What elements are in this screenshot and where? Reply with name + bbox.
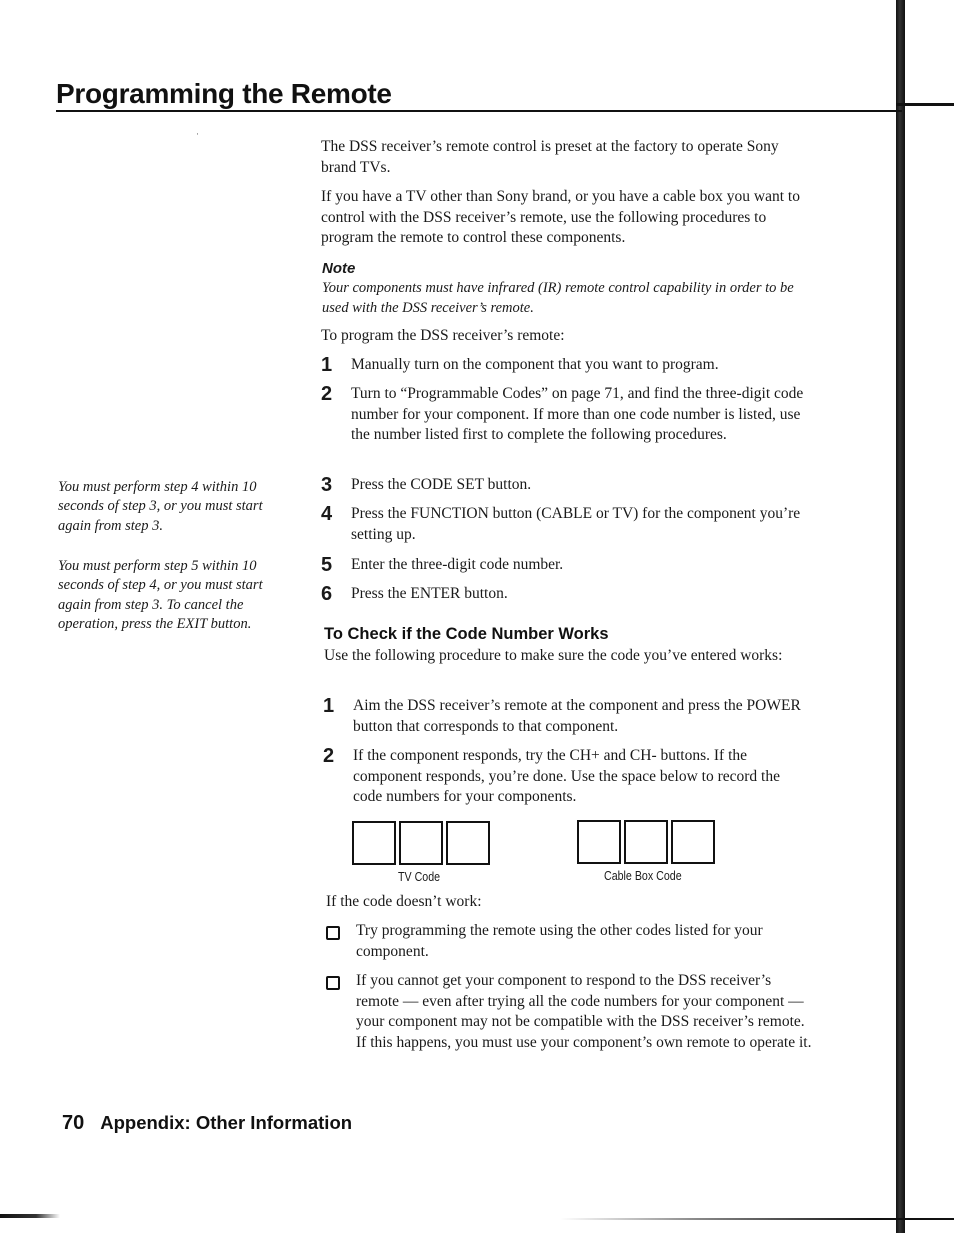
tv-code-digit-box	[352, 821, 396, 865]
page-footer	[62, 1112, 352, 1135]
cable-code-digit-box	[577, 820, 621, 864]
page-edge-hook	[896, 103, 954, 106]
intro-paragraph-2: If you have a TV other than Sony brand, or you have a cable box you want to control with the DSS receiver’s remote, use the following procedures to program the remote to control these components.	[321, 188, 800, 247]
cable-code-digit-box	[624, 820, 668, 864]
step-number: 1	[321, 354, 333, 376]
program-step-2	[321, 384, 811, 446]
bottom-left-mark	[0, 1214, 60, 1218]
troubleshoot-lead: If the code doesn’t work:	[326, 893, 482, 910]
step-number: 4	[321, 503, 333, 525]
step-text: Press the ENTER button.	[351, 585, 508, 602]
checkbox-bullet-icon	[326, 976, 340, 990]
intro-paragraph-1: The DSS receiver’s remote control is preset at the factory to operate Sony brand TVs.	[321, 138, 779, 176]
margin-note-2: You must perform step 5 within 10 seconds of step 4, or you must start again from step 3. To cancel the operation, press the EXIT button.	[58, 558, 263, 632]
step-number: 5	[321, 554, 333, 576]
check-step-1	[323, 696, 813, 737]
note-text: Your components must have infrared (IR) remote control capability in order to be used with the DSS receiver’s remote.	[322, 280, 794, 316]
bullet-text: Try programming the remote using the other codes listed for your component.	[356, 922, 763, 960]
scan-speck: ·	[196, 129, 199, 139]
troubleshoot-item-2	[326, 971, 816, 1054]
bottom-edge-rule	[560, 1218, 954, 1220]
step-number: 2	[321, 383, 333, 405]
step-text: Manually turn on the component that you want to program.	[351, 356, 719, 373]
troubleshoot-item-1	[326, 921, 816, 962]
note-heading: Note	[322, 260, 356, 277]
page-edge-bar	[896, 0, 905, 1233]
margin-note-1: You must perform step 4 within 10 seconds of step 3, or you must start again from step 3.	[58, 479, 263, 534]
tv-code-digit-box	[399, 821, 443, 865]
check-lead: Use the following procedure to make sure the code you’ve entered works:	[324, 647, 783, 664]
check-step-2	[323, 746, 813, 808]
tv-code-digit-box	[446, 821, 490, 865]
page-number: 70	[62, 1112, 85, 1134]
step-text: Press the FUNCTION button (CABLE or TV) for the component you’re setting up.	[351, 505, 801, 543]
footer-section-title: Appendix: Other Information	[100, 1112, 353, 1133]
checkbox-bullet-icon	[326, 926, 340, 940]
tv-code-label: TV Code	[398, 869, 441, 884]
cable-code-label: Cable Box Code	[604, 868, 682, 883]
program-step-6	[321, 584, 811, 605]
step-number: 3	[321, 474, 333, 496]
step-text: If the component responds, try the CH+ and CH- buttons. If the component responds, you’re done. Use the space below to record the code numbers for your components.	[353, 747, 780, 806]
program-step-3	[321, 475, 811, 496]
program-step-1	[321, 355, 811, 376]
step-number: 2	[323, 745, 335, 767]
program-lead: To program the DSS receiver’s remote:	[321, 327, 565, 344]
step-number: 6	[321, 583, 333, 605]
title-rule	[56, 110, 902, 112]
step-number: 1	[323, 695, 335, 717]
check-heading: To Check if the Code Number Works	[324, 625, 609, 643]
bullet-text: If you cannot get your component to respond to the DSS receiver’s remote — even after trying all the code numbers for your component — your component may not be compatible with the DSS receiver’s remote. If this happens, you must use your component’s own remote to operate it.	[356, 972, 812, 1052]
page-title: Programming the Remote	[56, 78, 392, 109]
program-step-5	[321, 555, 811, 576]
step-text: Turn to “Programmable Codes” on page 71, and find the three-digit code number for your component. If more than one code number is listed, use the number listed first to complete the following procedures.	[351, 385, 804, 444]
program-step-4	[321, 504, 811, 545]
step-text: Enter the three-digit code number.	[351, 556, 564, 573]
step-text: Aim the DSS receiver’s remote at the component and press the POWER button that corresponds to that component.	[353, 697, 801, 735]
step-text: Press the CODE SET button.	[351, 476, 532, 493]
cable-code-digit-box	[671, 820, 715, 864]
